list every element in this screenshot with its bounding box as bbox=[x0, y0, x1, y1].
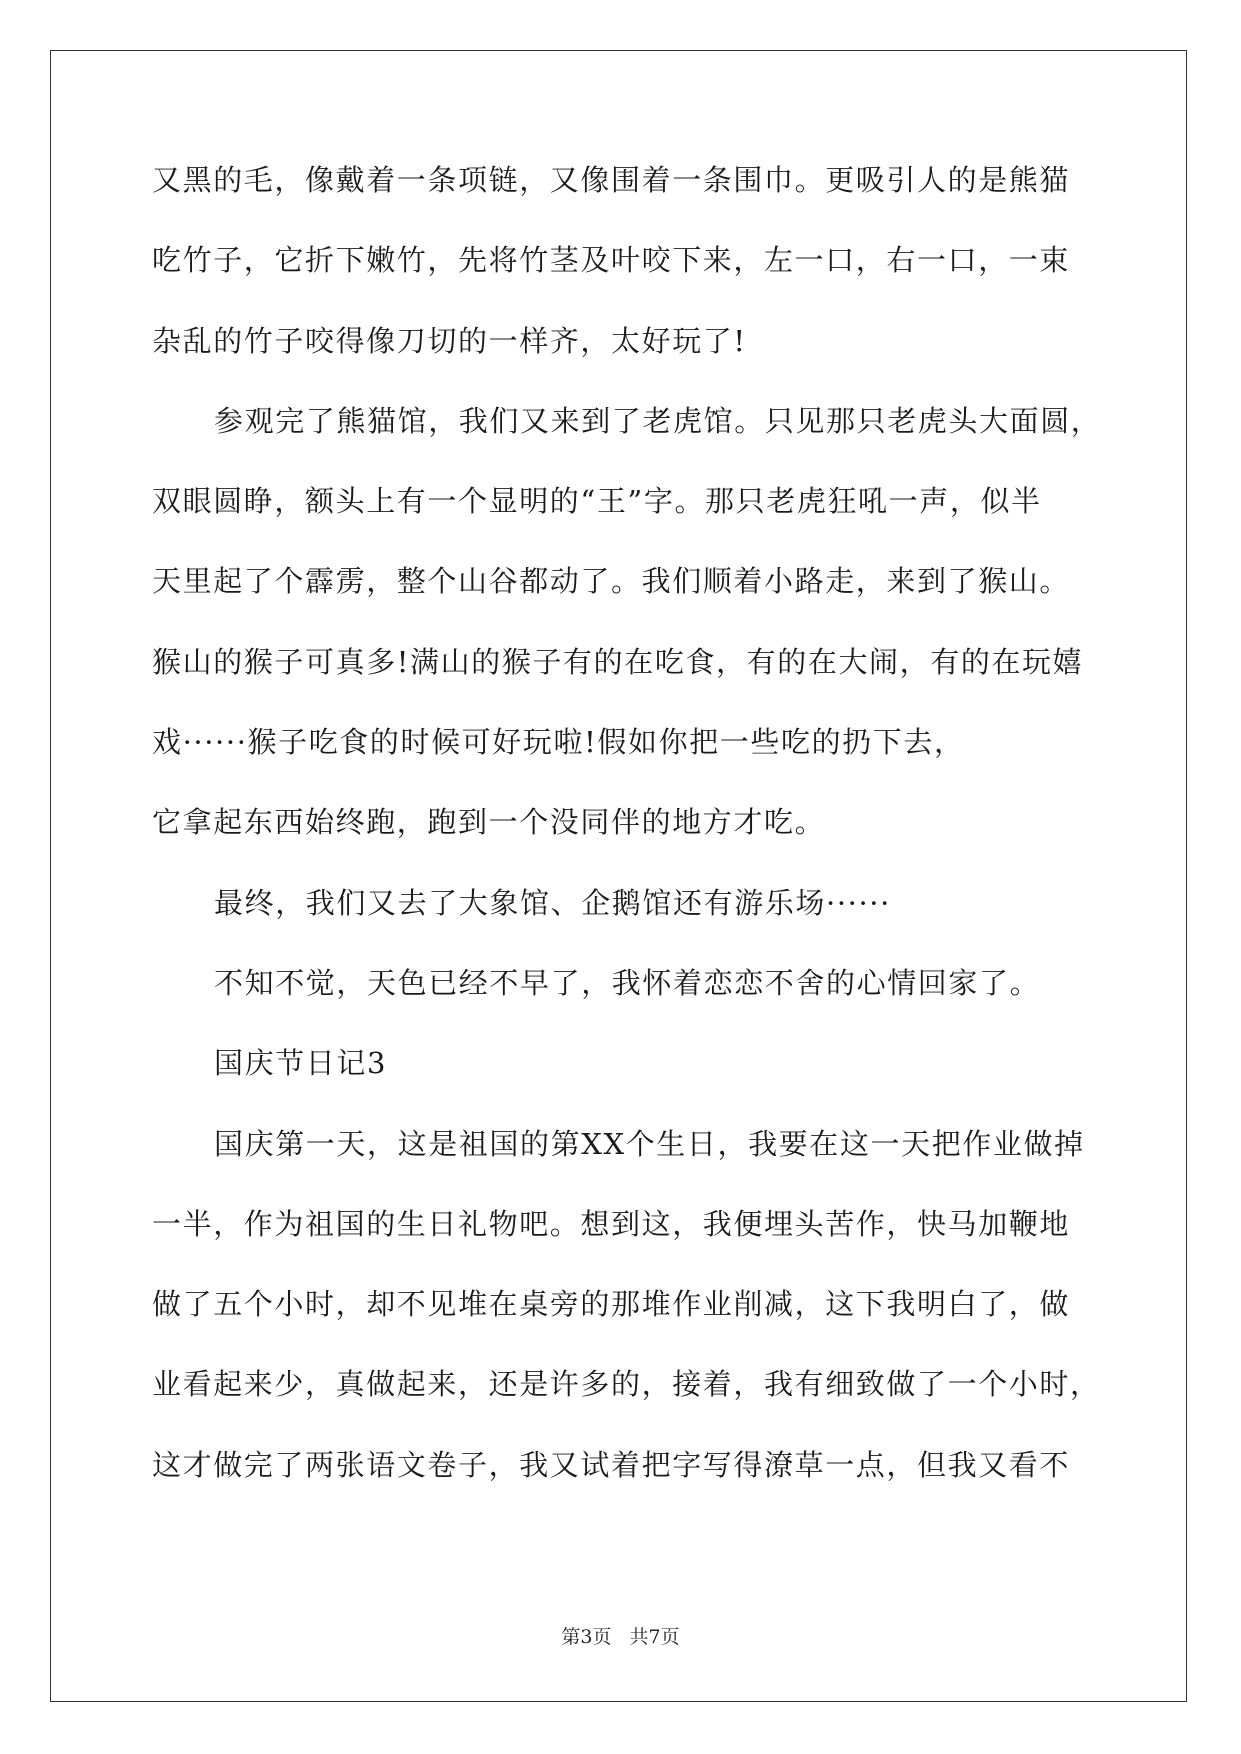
text-line: 这才做完了两张语文卷子，我又试着把字写得潦草一点，但我又看不 bbox=[152, 1447, 1071, 1482]
page-footer bbox=[0, 1622, 1241, 1649]
text-line: 杂乱的竹子咬得像刀切的一样齐，太好玩了! bbox=[152, 323, 747, 358]
text-line: 国庆第一天，这是祖国的第XX个生日，我要在这一天把作业做掉 bbox=[214, 1126, 1085, 1161]
text-line: 又黑的毛，像戴着一条项链，又像围着一条围巾。更吸引人的是熊猫 bbox=[152, 163, 1071, 197]
text-line: 一半，作为祖国的生日礼物吧。想到这，我便埋头苦作，快马加鞭地 bbox=[152, 1206, 1071, 1241]
text-line: 做了五个小时，却不见堆在桌旁的那堆作业削减，这下我明白了，做 bbox=[152, 1287, 1071, 1322]
text-line: 猴山的猴子可真多!满山的猴子有的在吃食，有的在大闹，有的在玩嬉 bbox=[152, 644, 1084, 679]
page-number: 第3页 bbox=[561, 1626, 612, 1648]
text-line: 它拿起东西始终跑，跑到一个没同伴的地方才吃。 bbox=[152, 805, 826, 840]
text-line: 不知不觉，天色已经不早了，我怀着恋恋不舍的心情回家了。 bbox=[214, 965, 1041, 1000]
section-heading: 国庆节日记3 bbox=[214, 1046, 388, 1081]
text-line: 业看起来少，真做起来，还是许多的，接着，我有细致做了一个小时， bbox=[152, 1367, 1101, 1402]
text-line: 戏······猴子吃食的时候可好玩啦!假如你把一些吃的扔下去， bbox=[152, 725, 965, 760]
text-line: 天里起了个霹雳，整个山谷都动了。我们顺着小路走，来到了猴山。 bbox=[152, 564, 1071, 599]
document-body bbox=[152, 160, 1102, 1525]
text-line: 吃竹子，它折下嫩竹，先将竹茎及叶咬下来，左一口，右一口，一束 bbox=[152, 243, 1071, 278]
text-line: 双眼圆睁，额头上有一个显明的“王”字。那只老虎狂吼一声，似半 bbox=[152, 484, 1042, 519]
text-line: 参观完了熊猫馆，我们又来到了老虎馆。只见那只老虎头大面圆， bbox=[214, 403, 1102, 438]
page-total: 共7页 bbox=[629, 1626, 680, 1648]
text-line: 最终，我们又去了大象馆、企鹅馆还有游乐场······ bbox=[214, 885, 891, 920]
